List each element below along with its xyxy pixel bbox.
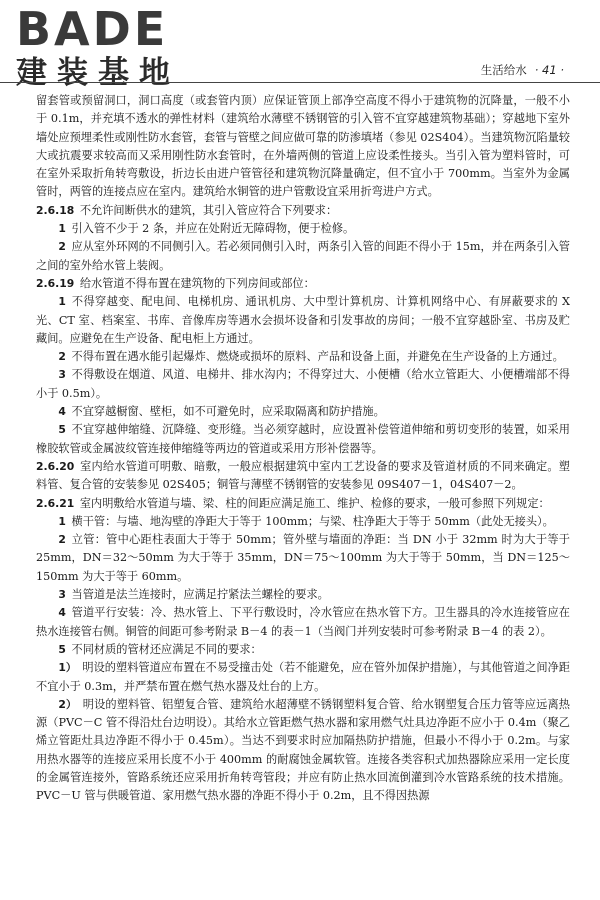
paragraph-text: 应从室外环网的不同侧引入。若必须同侧引入时，两条引入管的间距不得小于 15m，并在两条引入管之间的室外给水管上装阀。 <box>36 240 570 272</box>
paragraph <box>36 348 570 366</box>
clause-number: 1 <box>58 222 66 236</box>
paragraph-text: 给水管道不得布置在建筑物的下列房间或部位： <box>79 276 315 290</box>
clause-number: 2.6.21 <box>36 496 75 510</box>
clause-number: 4 <box>58 606 66 620</box>
clause-number: 1） <box>58 661 77 675</box>
paragraph <box>36 92 570 202</box>
clause-number: 2 <box>58 240 66 254</box>
paragraph <box>36 495 570 513</box>
paragraph <box>36 293 570 348</box>
paragraph <box>36 586 570 604</box>
paragraph <box>36 366 570 403</box>
paragraph <box>36 659 570 696</box>
paragraph-text: 不得穿越变、配电间、电梯机房、通讯机房、大中型计算机房、计算机网络中心、有屏蔽要求的 X 光、CT 室、档案室、书库、音像库房等遇水会损坏设备和引发事故的房间；一般不宜穿越卧室、书房及贮藏间。应避免在生产设备、配电柜上方通过。 <box>36 295 570 345</box>
paragraph-text: 当管道是法兰连接时，应满足拧紧法兰螺栓的要求。 <box>71 588 329 602</box>
paragraph <box>36 458 570 495</box>
paragraph-text: 引入管不少于 2 条，并应在处附近无障碍物，便于检修。 <box>71 222 355 236</box>
header-rule <box>0 82 600 83</box>
paragraph <box>36 421 570 458</box>
paragraph <box>36 275 570 293</box>
watermark-subtitle: 建装基地 <box>16 55 180 91</box>
clause-number: 1 <box>58 514 66 528</box>
paragraph <box>36 238 570 275</box>
paragraph-text: 立管：管中心距柱表面大于等于 50mm；管外壁与墙面的净距：当 DN 小于 32mm 时为大于等于 25mm，DN＝32～50mm 为大于等于 35mm，DN＝75～100mm 为大于等于 50mm，当 DN＝125～150mm 为大于等于 60mm。 <box>36 533 570 583</box>
paragraph-text: 室内给水管道可明敷、暗敷，一般应根据建筑中室内工艺设备的要求及管道材质的不同来确定。塑料管、复合管的安装参见 02S405；铜管与薄壁不锈钢管的安装参见 09S407－1，04S407－2。 <box>36 459 570 492</box>
paragraph-text: 不得敷设在烟道、风道、电梯井、排水沟内；不得穿过大、小便槽（给水立管距大、小便槽端部不得小于 0.5m）。 <box>36 368 570 400</box>
paragraph <box>36 513 570 531</box>
paragraph <box>36 641 570 659</box>
paragraph <box>36 220 570 238</box>
clause-number: 2.6.18 <box>36 203 75 217</box>
clause-number: 2 <box>58 350 66 364</box>
paragraph <box>36 403 570 421</box>
clause-number: 2.6.19 <box>36 276 75 290</box>
watermark-brand: BADE <box>16 2 169 56</box>
clause-number: 5 <box>58 642 66 656</box>
paragraph <box>36 531 570 586</box>
paragraph-text: 留套管或预留洞口，洞口高度（或套管内顶）应保证管顶上部净空高度不得小于建筑物的沉降量，一般不小于 0.1m，并充填不透水的弹性材料（建筑给水薄壁不锈钢管的引入管不宜穿越建筑物基础）；穿越地下室外墙处应预埋柔性或刚性防水套管，套管与管壁之间应做可靠的防渗填堵（参见 02S404）。当建筑物沉陷量较大或抗震要求较高而又采用刚性防水套管时，在外墙两侧的管道上应设柔性接头。当引入管为塑料管时，可在室外采取折角转弯敷设，折边长由进户管管径和建筑物沉降量确定，但不宜小于 700mm。当室外为金属管时，两管的连接点应在室内。建筑给水铜管的进户管敷设宜采用折弯进户方式。 <box>36 94 570 199</box>
clause-number: 3 <box>58 368 66 382</box>
paragraph-text: 不允许间断供水的建筑，其引入管应符合下列要求： <box>79 203 338 217</box>
clause-number: 4 <box>58 405 66 419</box>
clause-number: 1 <box>58 295 66 309</box>
running-header <box>481 62 564 78</box>
paragraph-text: 管道平行安装：冷、热水管上、下平行敷设时，冷水管应在热水管下方。卫生器具的冷水连接管应在热水连接管右侧。铜管的间距可参考附录 B－4 的表－1（当阀门并列安装时可参考附录 B－4 的表 2）。 <box>36 606 570 638</box>
clause-number: 3 <box>58 588 66 602</box>
paragraph-text: 室内明敷给水管道与墙、梁、柱的间距应满足施工、维护、检修的要求，一般可参照下列规定： <box>79 496 550 510</box>
clause-number: 2.6.20 <box>36 459 75 473</box>
clause-number: 5 <box>58 423 66 437</box>
section-title: 生活给水 <box>480 63 527 77</box>
paragraph <box>36 604 570 641</box>
paragraph <box>36 202 570 220</box>
paragraph-text: 不得布置在遇水能引起爆炸、燃烧或损坏的原料、产品和设备上面，并避免在生产设备的上方通过。 <box>71 350 564 364</box>
clause-number: 2 <box>58 533 66 547</box>
paragraph-text: 不宜穿越伸缩缝、沉降缝、变形缝。当必须穿越时，应设置补偿管道伸缩和剪切变形的装置，如采用橡胶软管或金属波纹管连接伸缩缝等两边的管道或采用方形补偿器等。 <box>36 423 570 455</box>
page-body <box>36 92 570 806</box>
paragraph-text: 明设的塑料管、铝塑复合管、建筑给水超薄壁不锈钢塑料复合管、给水钢塑复合压力管等应远离热源（PVC－C 管不得沿灶台边明设）。其给水立管距燃气热水器和家用燃气灶具边净距不应小于 0.4m（聚乙烯立管距灶具边净距不得小于 0.45m）。当达不到要求时应加隔热防护措施，但最小不得小于 0.2m。与家用热水器等的连接应采用长度不小于 400mm 的耐腐蚀金属软管。连接各类容积式加热器除应采用一定长度的金属管连接外，管路系统还应采用折角转弯管段；并应有防止热水回流倒灌到冷水管路系统的技术措施。PVC－U 管与供暖管道、家用燃气热水器的净距不得小于 0.2m，且不得因热源 <box>36 697 570 803</box>
paragraph-text: 横干管：与墙、地沟壁的净距大于等于 100mm；与梁、柱净距大于等于 50mm（此处无接头）。 <box>71 514 554 528</box>
paragraph-text: 不宜穿越橱窗、壁柜，如不可避免时，应采取隔离和防护措施。 <box>71 405 385 419</box>
paragraph-text: 明设的塑料管道应布置在不易受撞击处（若不能避免，应在管外加保护措施），与其他管道之间净距不宜小于 0.3m，并严禁布置在燃气热水器及灶台的上方。 <box>36 661 570 693</box>
watermark-logo <box>16 2 186 92</box>
page-number: · 41 · <box>534 63 564 77</box>
paragraph-text: 不同材质的管材还应满足不同的要求： <box>71 642 262 656</box>
clause-number: 2） <box>58 697 77 711</box>
paragraph <box>36 696 570 806</box>
